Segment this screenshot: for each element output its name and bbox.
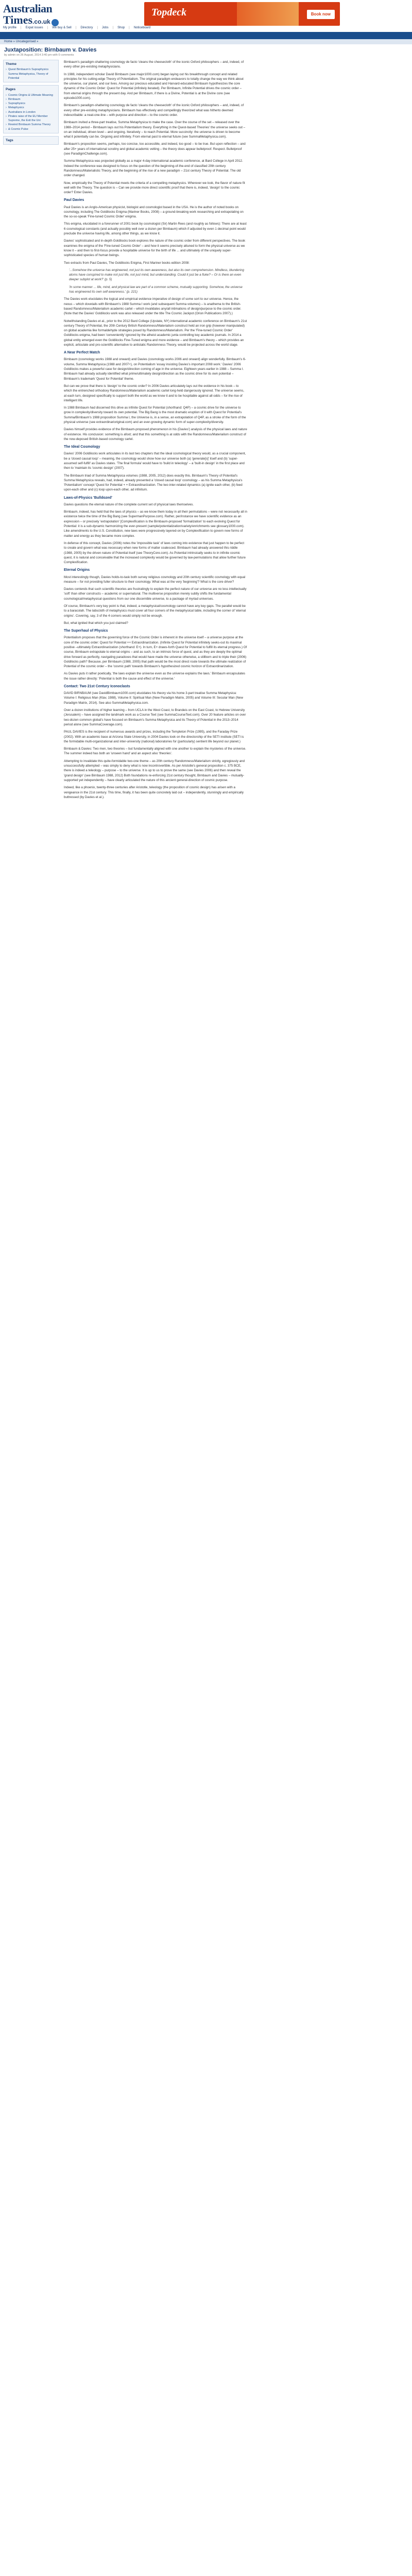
sidebar-link[interactable]: › Pirates raise of the EU Member Supreme, the Exit the Uni [6,114,56,123]
article-paragraph: PAUL DAVIES is the recipient of numerous awards and prizes, including the Templeton Prize (1995), and the Faraday Prize (2002). With an academic base at Arizona State University, in 2004 Davies took on the directorship of the SETI institute (SETI is the formidable multi-organizational and inter-university (national) laboratories for (particularly) sentient life beyond our planet.) [64,730,244,743]
article-paragraph: Davies questions the eternal nature of the complete current set of physical laws themselves. [64,502,194,506]
sidebar-link[interactable]: › Cosmic Origins & Ultimate Meaning [6,93,56,97]
sidebar-link[interactable]: › Metaphysics [6,106,56,110]
sidebar-box-title: Theme [6,62,16,66]
article-paragraph: In defense of this concept, Davies (2006) notes the 'impossible task' of laws coming into existence that just happen to be perfect to create and govern what was necessary when new forms of matter coalesced. Birnbaum had already answered this riddle (1988, 2005) by the driven nature of Potential itself (see TheoryCore.com). As Potential intrinsically seeks to in infinite cosmic quest, it is natural and conceivable that the increased complexity would be governed by law-permutations that allow further future Complexification. [64,541,246,565]
quote: '...Somehow the universe has engineered, not just its own awareness, but also its own comprehension. Mindless, blundering atoms have conspired to make not just life, not just mind, but understanding. Could it just be a fluke? – Or is there an even deeper subplot at work?' (p. 5) [69,268,244,282]
section-heading: A Near Perfect Match [64,351,100,355]
article-paragraph: Most interestingly though, Davies holds-to-task both survey religious cosmology and 20th century scientific cosmology with equal measure – for not providing fuller structure to their cosmology. What was at the very 'beginning'? What is the core driver? [64,575,246,584]
sidebar [3,60,59,145]
sidebar-box-theme [3,60,59,82]
article-intro: Birnbaum's paradigm-shattering cosmology de facto 'cleans the cheesecloth' of the iconic Oxford philosophers – and, indeed, of every other pre-existing metaphysicians. [64,60,244,69]
article-paragraph: Of course, Birnbaum's very key point is that, indeed, a metaphysical/cosmology cannot have any key gaps. The parallel would be to a baracolah. The labscloth of metaphysics must cover all four corners of the metaphysical table, including the corner of 'eternal origins'. Covering, say, 3 of the 4 corners would simply not be enough. [64,604,246,618]
post-meta: by admin on 26 August, 2014 3:40 pm with 0 comments [4,54,74,57]
top-nav-item[interactable]: Jobs [101,26,109,29]
article-paragraph: Birnbaum's paradigm-shattering cosmology de facto 'cleans the cheesecloth' of the iconic Oxford philosophers – and, indeed, of every other pre-existing metaphysicians. Birnbaum has effectively and compellingly theorized what was hitherto deemed indescribable: a neat-one-line – with purpose and direction – to the cosmic order. [64,104,244,117]
article-paragraph: Birnbaum invited a three-part treatise, Summa Metaphysica to make the case. Over the course of the set – released over the 1988–2014 period – Birnbaum lays out his Potentialism theory. Everything in the Quest-based Theories' the universe seeks out – on an individual, driven level – and ongoing. Iteratively – to reach Potential. More succinctly: the universe is driven to become what it potentially can be. Ongoing and infinitely. From eternal past to eternal future (see SummaMetaphysica.com). [64,121,246,139]
article-paragraph-link[interactable]: Summa Metaphysica was projected globally as a major 4-day international academic conference, at Bard College in April 2012. Indeed the conference was designed to focus on the question of the beginning-of-the-end of classified 20th century Randomness/Materialistic Theory, and the beginning of the rise of a new paradigm – 21st century Theory of Potential. The old order changed. [64,159,243,178]
article-paragraph: Potentialism proposes that the governing force of the Cosmic Order is inherent in the universe itself – a universe purpose at the core of the cosmic order: Quest for Potential ++ Extraordinarization. (Infinite Quest for Potential infinitely seeks-out its maximal positive –ultimately Extraordinarization (shorthand: E+). In turn, E+ draws-forth Quest for Potential to fulfill its eternal progress.) Of course, Birnbaum extrapolate to eternal origins – and as such, to an intrinsic force of quest, and as they are deeply the optimal drive forward as perfectly, navigating paradoxes that would have made the universe otherwise, a stillborn and to triple their (2006) Goldilocks path? Because, per Birnbaum (1988, 2005) that path would be the most direct route towards the ultimate realization of Potential of the cosmic order – the 'cosmic path' towards Birnbaum's hypothesized cosmic horizon of Extraordinarization. [64,636,247,669]
ad-brand: Topdeck [151,7,187,18]
section-heading: The Ideal Cosmology [64,445,100,449]
article-paragraph: Notwithstanding Davies et al., prior to the 2012 Bard College (Upstate, NY) international academic conference on Birnbaum's 21st century Theory of Potential, the 20th Century British Randomness/Materialism construct held an iron grip (however manipulated) on global academia like formaldehyde strategies posed by Randomness/Materialism. Per the 'Fine-tuned Cosmic Order' Goldilocks enigma, had been 'conveniently' ignored by the atheist academic junta controlling key academic journals. In 2014 a global entity emerged even the Goldilocks Fine-Tuned enigma and more evidence – and Birnbaum's theory – which provides an explicit, articulate and pro-scientific alternative to antistatic Randomness Theory, would be projected across the world stage. [64,319,247,347]
article-paragraph: Birnbaum's proposition seems, perhaps, too concise, too accessible, and indeed, too good – to be true. But upon reflection – and after 25+ years of international scrutiny and global academic vetting – the theory does appear bulletproof. Respect. Bulletproof (see ParadigmChallenge.com). [64,142,246,156]
breadcrumb[interactable]: Home » Uncategorised » [0,39,412,44]
top-nav-sep: | [129,26,130,29]
logo-tld: .co.uk [32,18,50,25]
article-paragraph: Paul Davies is an Anglo-American physicist, biologist and cosmologist based in the USA. He is the author of noted books on cosmology, including The Goldilocks Enigma (Mariner Books, 2008) – a ground-breaking work researching and extrapolating on the so-so-speak 'Fine-tuned Cosmic Order' enigma. [64,205,244,219]
logo-brand-line1: Australian [3,2,53,15]
logo-brand-line2: Times [3,13,33,26]
top-nav-item[interactable]: We buy & Sell [52,26,72,29]
section-heading: Eternal Origins [64,568,90,572]
sidebar-link[interactable]: › Rewind Birnbaum Summa Theory [6,123,56,127]
top-nav-item[interactable]: Shop [117,26,125,29]
article-paragraph: Over a dozen institutions of higher learning – from UCLA in the West Coast, to Brandeis on the East Coast, to Hebrew University (Jerusalem) – have assigned the landmark work as a Course Text (see SummaCourseText.com). Over 20 feature articles on over two-dozen common global's have focused on Birnbaum's Summa Metaphysica and its Theory of Potential in the 2013–2014 period alone (see SummaCoverage.com). [64,708,246,726]
article-paragraph: In 1988 Birnbaum had discerned this drive as infinite Quest for Potential (shorthand: Q4P) – a cosmic drive for the universe to grow in complexity/diversity toward its own potential. The Big Bang is the most dramatic eruption of it with Quest for Potential's Summa/Birnbaum's 1988 proposition Summa I, the Universe is, in a sense, an extrapolation of Q4P, as a stroke of the form of the physical universe (see extraordinarioriginal.com) and an ever-growing dynamic form of super-complexity/diversity. [64,406,246,424]
article-paragraph: DAVID BIRNBAUM (see DavidBirnbaum1000.com) elucidates his theory via his home 3-part treatise Summa Metaphysica: Volume I: Religious Man (Klav, 1988), Volume II: Spiritual Man (New Paradigm Matrix, 2005) and Volume III: Secular Man (New Paradigm Matrix, 2014). See also SummaMetaphysica.com. [64,691,243,705]
top-nav-item[interactable]: Expat issues [25,26,43,29]
top-nav-item[interactable]: Directory [80,26,93,29]
sidebar-box-pages [3,85,59,133]
article-paragraph: But can we prove that there is 'design' to the cosmic order? In 2006 Davies articulately lays out the evidence in his book – to which the entrenched orthodoxy Randomness/Materialism academic cartel long-held dangerously ignored. The universe seems, at each turn, designed specifically to support both the world as we know it and to be hospitable against all odds – for the rise of intelligent life. [64,384,245,402]
sidebar-link[interactable]: › Quest Birnbaum's Supraphysics Summa Metaphysica, Theory of Potential [6,67,56,80]
section-heading: Laws-of-Physics 'Bulldozed' [64,496,112,500]
article-paragraph: Birnbaum & Davies: Two men, two theories – but fundamentally aligned with one another to explain the mysteries of the universe. The summer indeed has both an 'unseen hand' and an aspect also 'theories'. [64,747,246,756]
article-paragraph: Indeed, like a phoenix, twenty-three centuries after Aristotle, teleology (the proposition of cosmic design) has arisen with a vengeance in the 21st century. This time, finally, it has been quite concretely laid out – independently, stunningly and empirically buttressed (by Davies et al.). [64,786,244,799]
top-nav-sep: | [75,26,77,29]
article-paragraph: The Davies work elucidates the logical and empirical evidence imperative of design of some sort to our universe. Hence, the nexus – which dovetails with Birnbaum's 1988 Summa I work (and subsequent Summa volumes) – is anathema to the British-based Randomness/Materialism academic cartel – which invalidates any/all intimations of design/purpose to the cosmic order. (Note that the Davies' Goldilocks work was also released under the title The Cosmic Jackpot (Orion Publications 2007).) [64,297,242,316]
article-paragraph: Davies' sophisticated and in-depth Goldilocks book explores the nature of the cosmic order from different perspectives. The book examines the enigma of the 'Fine-tuned Cosmic Order' – and how it seems precisely attuned to form the physical universe as we know it – and then to first-focus provide a hospitable universe for the birth of life ... and ultimately of the uniquely super-sophisticated species of human beings. [64,239,246,258]
sidebar-link[interactable]: › Birnbaum [6,97,56,101]
top-nav-item[interactable]: My profile [3,26,17,29]
article-paragraph: Davies' 2006 Goldilocks work articulates in its last two chapters that the ideal cosmological theory would, as a crucial component, be a 'closed causal loop' – meaning, the cosmology would show how our universe both (a) 'generate[s]' itself and (b) 'super-assumed self-fulfill' as Davies states. 'The final formula' would have to 'build in teleology' – a 'built-in design' in the first place and then to 'maintain its 'cosmic design' (2007). [64,452,246,470]
article-body [64,60,247,802]
sidebar-box-title: Pages [6,88,16,92]
ad-banner-image [237,2,299,26]
article-paragraph: Birnbaum (cosmology works 1988 and onward) and Davies (cosmology works 2006 and onward) align wonderfully. Birnbaum's 6-volume, Summa Metaphysica (1988 and 2007+), on Potentialism 'essay insisting Davies's important 2008 work.' Davies' 2006 Goldilocks makes a powerful case for design/direction coming of age in the universe. Eighteen years earlier in 1988 – Summa I. Birnbaum had already actually identified what prime/ultimately design/direction as the cosmic drive for its own potential – Birnbaum's trademark 'Quest for Potential' theme. [64,358,246,381]
ad-cta-button[interactable]: Book now [307,10,335,19]
article-paragraph: As Davies puts it rather poetically, 'the laws explain the universe even as the universe explains the laws.' Birnbaum encapsulates the issue rather directly: 'Potential is both the cause and effect of the universe.' [64,672,246,681]
top-nav [0,25,412,31]
sidebar-link[interactable]: › & Cosmic Pulse [6,127,56,131]
main-nav-bar [0,32,412,39]
article-paragraph: Two extracts from Paul Davies, The Goldilocks Enigma, First Mariner books edition 2008: [64,261,190,265]
page-title: Juxtaposition: Birnbaum v. Davies [4,47,97,53]
article-paragraph: Attempting to invalidate this quite-formidable two-one theme – as 20th century Randomness/Materialism strictly, egregiously and unsuccessfully attempted – was simply to deny what is now incontrovertible. As per Aristotle's general proposition c. 375 BCE, there is indeed a teleology – purpose – to the universe. It is up to us to prove the same (see Davies 2006) and then reveal the 'grand design' (see Birnbaum 1988, 2012) Both foundations re-enforcing 21st century thought, Birnbaum and Davies – mutually-supported yet independently – have clearly articulated the nature of this ancient general-direction of cosmic purpose. [64,759,245,782]
sidebar-box-tags [3,136,59,145]
sidebar-box-title: Tags [6,138,13,142]
top-nav-sep: | [21,26,22,29]
site-logo[interactable] [3,3,80,24]
top-nav-sep: | [47,26,48,29]
article-paragraph: This enigma, elucidated in a forerunner of 2001 book by cosmologist (Sir) Martin Rees (and roughly as follows): There are at least 6 cosmological constants (and actually possibly well over a dozen per Birnbaum) which if adjusted by even 1 decimal point would preclude the universe having life, among other things, as we know it. [64,222,247,236]
site-header [0,0,412,31]
section-heading: Paul Davies [64,198,84,202]
section-heading: The Superhaul of Physics [64,629,108,633]
section-heading: Contact: Two 21st Century Iconoclasts [64,685,130,689]
article-paragraph: Davies himself provides evidence of the Birnbaum-proposed phenomenon in his (Davies') analysis of the physical laws and nature of existence. His conclusion: something is afoot; and that this something is at odds with the Randomness/Materialism construct of the now-deposed British-based cosmology cartel. [64,428,247,441]
sidebar-link[interactable]: › Supraphysics [6,101,56,106]
sidebar-link[interactable]: › Australians in London [6,110,56,114]
top-nav-item[interactable]: Noticeboard [133,26,151,29]
article-paragraph: Birnbaum, indeed, has held that the laws of physics – as we know them today in all their permutations – were not necessarily all in existence twice the time of the Big Bang (see SupermanPurpose.com). Rather, per/instance we have scientific evidence as an expression – or precisely 'extrapolation' [Complexification is the Birnbaum-proposed 'formalization' to each evolving Quest for Potential: it is a sub-dynamic harmonizing the ever-present (sample/potentialization/variety/enrichments see glossary1000.com). Like amendments to the U.S. Constitution, new laws were progressively layered-on by Complexification to govern new forms of matter and energy as they became more complex. [64,510,247,538]
quote: 'In some manner ... life, mind, and physical law are part of a common scheme, mutually supporting. Somehow, the universe has engineered its own self-awareness.' (p. 221) [69,285,243,294]
ad-banner[interactable] [144,2,340,26]
article-paragraph: In 1988, independent scholar David Birnbaum (see major1000.com) began laying out his breakthrough concept and related principles for his cutting-edge Theory of Potentialism. The original paradigm endeavors to totally change the way we think about the universe, our planet, and our lives. Among our precious educated and Harvard-educated Birnbaum hypothesizes the core dynamic of the Cosmic Order: Quest for Potential (infinitely iterated). Per Birnbaum, Infinite Potential drives the cosmic order – from eternal origins through the present day. And per Birnbaum, if there is a Divine, Potential is at the Divine core (see episode1000.com). [64,72,244,100]
article-paragraph: But, what ignited that which you just claimed? [64,621,128,625]
article-paragraph: Now, empirically the Theory of Potential meets the criteria of a compelling metaphysics. Wherever we look, the flavor of nature fit well with the Theory. The question is – Can we provide more direct scientific proof that there is, indeed, 'design' to the cosmic order? Enter Davies. [64,181,245,195]
top-nav-sep: | [97,26,98,29]
top-nav-sep: | [112,26,114,29]
article-paragraph: The Birnbaum triad of Summa Metaphysica volumes (1988, 2005, 2012) does exactly this. Birnbaum's Theory of Potential's Summa Metaphysica reveals, had, indeed, already presented a 'closed causal loop' cosmology – as his Summa Metaphysica's 'Potentialism' concept 'Quest for Potential + + Extraordinarization. The two inter-related dynamics (a) ignite each other, (b) feed upon-each other and (c) loop upon-each other, ad infinitum. [64,473,243,492]
article-paragraph: Davies contends that such scientific theories are frustratingly to explain the perfect nature of our universe are no less intellectually 'soft' than other constructs – academic or supernatural. The multiverse proposition merely subtly shifts the fundamental cosmological/metaphysical questions from our one discernible universe, to a package of myriad universes. [64,587,247,601]
